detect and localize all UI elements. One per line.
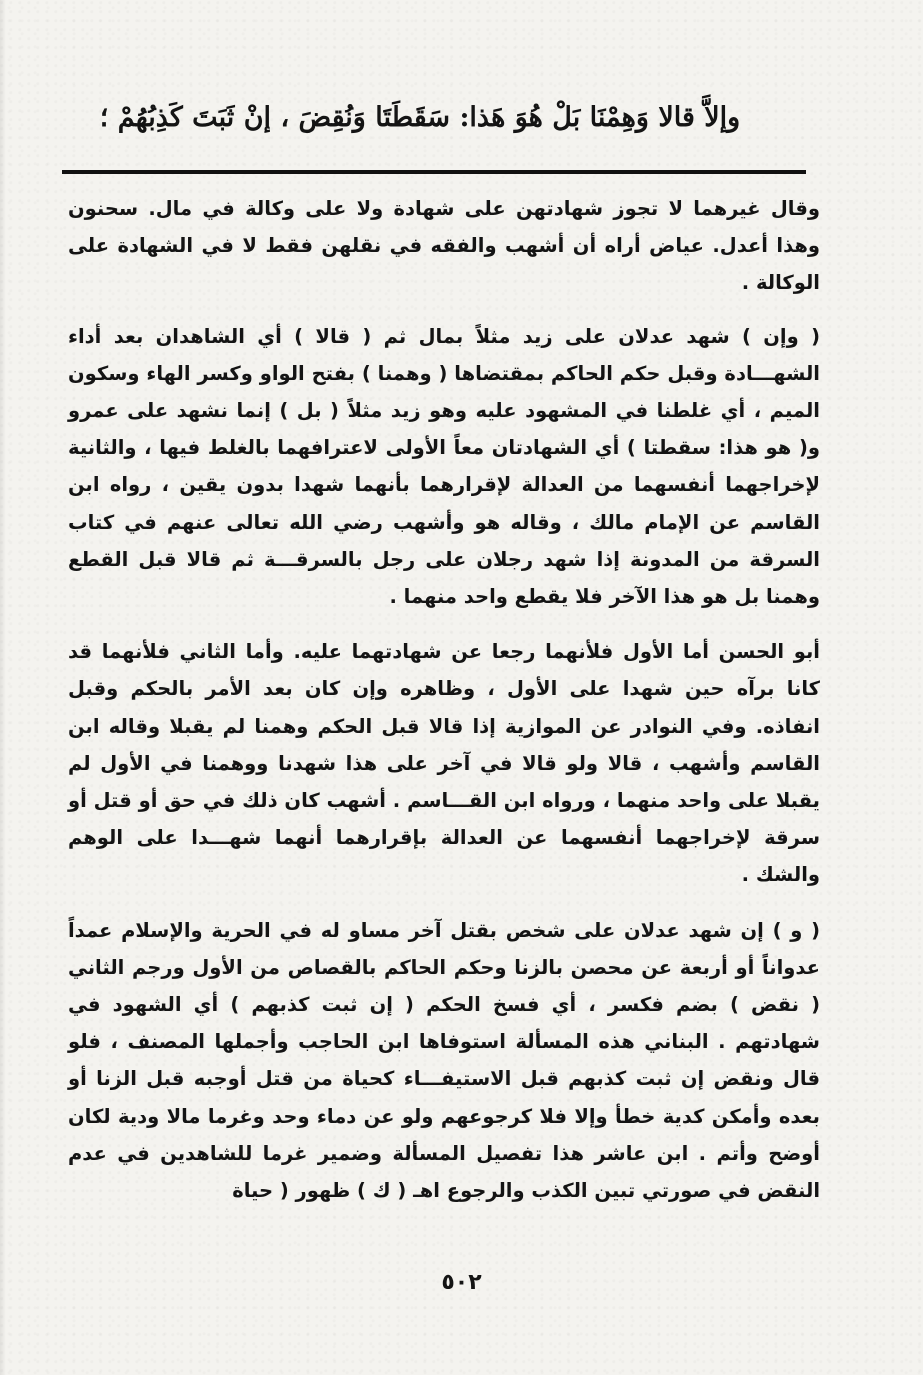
paragraph-2: ( وإن ) شهد عدلان على زيد مثلاً بمال ثم ( قالا ) أي الشاهدان بعد أداء الشهـــادة وقبل حكم الحاكم بمقتضاها ( وهمنا ) بفتح الواو وكسر الهاء وسكون الميم ، أي غلطنا في المشهود عليه وهو زيد مثلاً ( بل ) إنما نشهد على عمرو و( هو هذا: سقطتا ) أي الشهادتان معاً الأولى لاعترافهما بالغلط فيها ، والثانية لإخراجهما أنفسهما من العدالة لإقرارهما بأنهما شهدا بدون يقين ، رواه ابن القاسم عن الإمام مالك ، وقاله هو وأشهب رضي الله تعالى عنهم في كتاب السرقة من المدونة إذا شهد رجلان على رجل بالسرقـــة ثم قالا قبل القطع وهمنا بل هو هذا الآخر فلا يقطع واحد منهما . bbox=[68, 324, 820, 609]
commentary-body bbox=[68, 190, 820, 1227]
paragraph-3: أبو الحسن أما الأول فلأنهما رجعا عن شهادتهما عليه. وأما الثاني فلأنهما قد كانا برآه حين شهدا على الأول ، وظاهره وإن كان بعد الأمر بالحكم وقبل انفاذه. وفي النوادر عن الموازية إذا قالا قبل الحكم وهمنا لم يقبلا وقاله ابن القاسم وأشهب ، قالا ولو قالا في آخر على هذا شهدنا ووهمنا في الأول لم يقبلا على واحد منهما ، ورواه ابن القـــاسم . أشهب كان ذلك في حق أو قتل أو سرقة لإخراجهما أنفسهما عن العدالة بإقرارهما أنهما شهـــدا على الوهم والشك . bbox=[68, 640, 820, 887]
paragraph-4: ( و ) إن شهد عدلان على شخص بقتل آخر مساو له في الحرية والإسلام عمداً عدواناً أو أربعة عن محصن بالزنا وحكم الحاكم بالقصاص من الأول ورجم الثاني ( نقض ) بضم فكسر ، أي فسخ الحكم ( إن ثبت كذبهم ) أي الشهود في شهادتهم . البناني هذه المسألة استوفاها ابن الحاجب وأجملها المصنف ، فلو قال ونقض إن ثبت كذبهم قبل الاستيفـــاء كحياة من قتل أوجبه قبل الزنا أو بعده وأمكن كدية خطأ وإلا فلا كرجوعهم ولو عن دماء وحد وغرما مالا ودية لكان أوضح وأتم . ابن عاشر هذا تفصيل المسألة وضمير غرما للشاهدين في عدم النقض في صورتي تبين الكذب والرجوع اهـ ( ك ) ظهور ( حياة bbox=[68, 918, 820, 1203]
page-number: ٥٠٢ bbox=[441, 1270, 482, 1295]
paragraph-1: وقال غيرهما لا تجوز شهادتهن على شهادة ولا على وكالة في مال. سحنون وهذا أعدل. عياض أراه أن أشهب والفقه في نقلهن فقط لا في الشهادة على الوكالة . bbox=[68, 197, 820, 295]
page-edge-shadow bbox=[0, 0, 6, 1375]
matn-verse-header: وإلاَّ قالا وَهِمْنَا بَلْ هُوَ هَذا: سَقَطَتَا وَنُقِضَ ، إنْ ثَبَتَ كَذِبُهُمْ ؛ bbox=[99, 102, 741, 133]
header-divider-line bbox=[62, 170, 806, 174]
